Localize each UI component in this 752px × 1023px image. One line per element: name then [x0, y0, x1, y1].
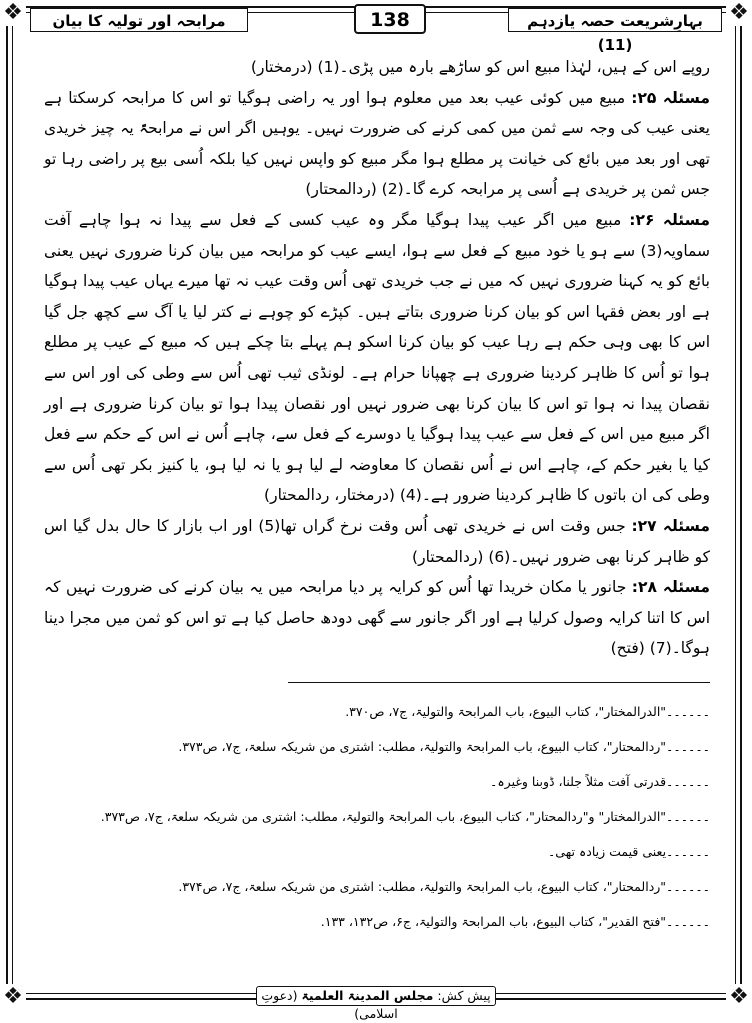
corner-ornament-icon: ❖ [726, 984, 752, 1010]
paragraph-text: مبیع میں اگر عیب پیدا ہوگیا مگر وہ عیب کسی کے فعل سے پیدا نہ ہوا چاہے آفت سماویہ(3) سے ہو یا خود مبیع کے فعل سے ہوا، ایسے عیب کو مرابحہ میں بیان کرنا ضروری نہیں یعنی بائع کو یہ کہنا ضروری نہیں کہ میں نے جب خریدی تھی اُس وقت عیب نہ تھا میرے یہاں عیب پیدا ہوگیا ہے اور بعض فقہا اس کو بیان کرنا ضروری بتاتے ہیں۔ کپڑے کو چوہے نے کتر لیا یا آگ سے کچھ جل گیا اس کا بھی وہی حکم ہے رہا عیب کو بیان کرنا اسکو ہم پہلے بتا چکے ہیں کہ مبیع کے عیب پر مطلع ہوا تو اُس کا ظاہر کردینا ضروری ہے چھپانا حرام ہے۔ لونڈی ثیب تھی اُس سے وطی کی اور اس سے نقصان پیدا نہ ہوا تو اس کا بیان کرنا بھی ضرور نہیں اور نقصان پیدا ہوا تو بیان کرنا ضروری ہے اور اگر مبیع میں اس کے فعل سے عیب پیدا ہوگیا یا دوسرے کے فعل سے، چاہے اُس نے اس کے حکم سے فعل کیا یا بغیر حکم کے، چاہے اس نے اُس نقصان کا معاوضہ لے لیا ہو یا نہ لیا ہو، یا کنیز بکر تھی اُس سے وطی کی ان باتوں کا ظاہر کردینا ضرور ہے۔(4) (درمختار، ردالمحتار) [44, 210, 710, 505]
footnote: ۔۔۔۔۔۔"فتح القدیر"، کتاب البیوع، باب المرابحۃ والتولیۃ، ج۶، ص۱۳۲، ۱۳۳. [320, 914, 710, 929]
footnote: ۔۔۔۔۔۔یعنی قیمت زیادہ تھی۔ [547, 844, 710, 859]
corner-ornament-icon: ❖ [726, 0, 752, 26]
footnotes [100, 694, 710, 939]
masala-label: مسئلہ ۲۵: [631, 88, 710, 107]
page-footer [256, 986, 496, 1021]
paragraph-text: جس وقت اس نے خریدی تھی اُس وقت نرخ گراں تھا(5) اور اب بازار کا حال بدل گیا اس کو ظاہر کرنا بھی ضرور نہیں۔(6) (ردالمحتار) [44, 516, 710, 566]
footer-org: مجلس المدینۃ العلمیۃ [301, 988, 434, 1003]
page-body [44, 52, 710, 664]
book-title: بہارِشریعت حصہ یازدہم (11) [508, 8, 722, 32]
footer-prefix: پیش کش: [437, 988, 491, 1003]
footer-suffix: (دعوتِ اسلامی) [261, 988, 398, 1021]
page-number: 138 [354, 4, 426, 34]
masala-label: مسئلہ ۲۶: [629, 210, 710, 229]
page-header [20, 4, 732, 54]
footnote: ۔۔۔۔۔۔"ردالمحتار"، کتاب البیوع، باب المرابحۃ والتولیۃ، مطلب: اشتری من شریکہ سلعۃ، ج۷، ص۳۷۳. [178, 739, 710, 754]
paragraph [44, 52, 710, 83]
footnote: ۔۔۔۔۔۔"الدرالمختار"، کتاب البیوع، باب المرابحۃ والتولیۃ، ج۷، ص۳۷۰. [345, 704, 710, 719]
corner-ornament-icon: ❖ [0, 984, 26, 1010]
footnote: ۔۔۔۔۔۔"الدرالمختار" و"ردالمحتار"، کتاب البیوع، باب المرابحۃ والتولیۃ، مطلب: اشتری من شریکہ سلعۃ، ج۷، ص۳۷۳. [100, 809, 710, 824]
paragraph [44, 205, 710, 511]
paragraph [44, 83, 710, 205]
footnote: ۔۔۔۔۔۔قدرتی آفت مثلاً جلنا، ڈوبنا وغیرہ۔ [490, 774, 710, 789]
chapter-title: مرابحہ اور تولیہ کا بیان [30, 8, 248, 32]
footnote-divider [288, 682, 710, 683]
masala-label: مسئلہ ۲۸: [631, 578, 710, 597]
paragraph-text: جانور یا مکان خریدا تھا اُس کو کرایہ پر دیا مرابحہ میں یہ بیان کرنے کی ضرورت نہیں کہ اس کا اتنا کرایہ وصول کرلیا ہے اور اگر جانور سے گھی دودھ حاصل کیا ہے تو اس کو ثمن میں مجرا دینا ہوگا۔(7) (فتح) [44, 578, 710, 658]
paragraph [44, 511, 710, 572]
masala-label: مسئلہ ۲۷: [631, 516, 710, 535]
corner-ornament-icon: ❖ [0, 0, 26, 26]
footnote: ۔۔۔۔۔۔"ردالمحتار"، کتاب البیوع، باب المرابحۃ والتولیۃ، مطلب: اشتری من شریکہ سلعۃ، ج۷، ص۳۷۴. [178, 879, 710, 894]
paragraph-text: مبیع میں کوئی عیب بعد میں معلوم ہوا اور یہ راضی ہوگیا تو اس کا مرابحہ کرسکتا ہے یعنی عیب کی وجہ سے ثمن میں کمی کرنے کی ضرورت نہیں۔ یوہیں اگر اس نے مرابحۃً یہ چیز خریدی تھی اور بعد میں بائع کی خیانت پر مطلع ہوا مگر مبیع کو واپس نہیں کیا بلکہ اُسی بیع پر راضی رہا تو جس ثمن پر خریدی ہے اُسی پر مرابحہ کرے گا۔(2) (ردالمحتار) [44, 88, 710, 199]
paragraph-text: روپے اس کے ہیں، لہٰذا مبیع اس کو ساڑھے بارہ میں پڑی۔(1) (درمختار) [250, 58, 710, 76]
paragraph [44, 572, 710, 664]
